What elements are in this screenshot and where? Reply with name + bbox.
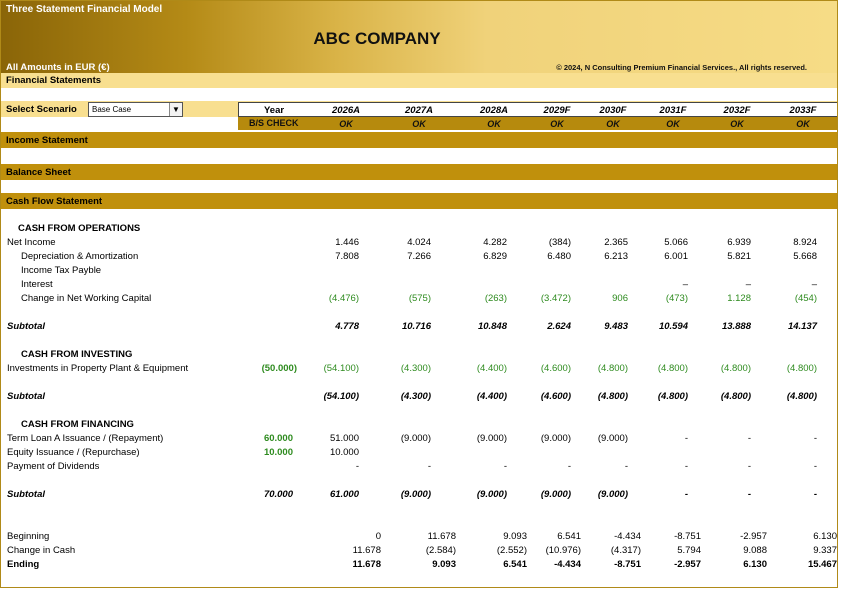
- balance-sheet-header[interactable]: [1, 164, 838, 180]
- financing-row: [1, 447, 838, 461]
- row-label: Investments in Property Plant & Equipment: [7, 363, 189, 374]
- value-cell: -: [427, 461, 431, 472]
- financing-subtotal-row: [1, 489, 838, 503]
- subtotal-value: (4.400): [476, 391, 507, 402]
- value-cell: -: [567, 461, 571, 472]
- value-cell: (575): [408, 293, 431, 304]
- year-header-2033F: 2033F: [789, 105, 817, 116]
- cash-flow-statement-label: Cash Flow Statement: [6, 196, 103, 207]
- value-cell: (384): [548, 237, 571, 248]
- operations-subtotal-row: [1, 321, 838, 335]
- value-cell: -4.434: [554, 559, 581, 570]
- year-label: Year: [264, 105, 285, 116]
- subtotal-value: 10.848: [477, 321, 507, 332]
- value-cell: (4.317): [610, 545, 641, 556]
- select-scenario-label: Select Scenario: [6, 104, 77, 115]
- company-name: ABC COMPANY: [313, 29, 441, 48]
- subtotal-value: (4.800): [786, 391, 817, 402]
- value-cell: –: [811, 279, 817, 290]
- value-cell: 10.000: [329, 447, 359, 458]
- value-cell: -: [813, 461, 817, 472]
- value-cell: 11.678: [352, 545, 381, 556]
- row-label: Depreciation & Amortization: [21, 251, 139, 262]
- income-statement-header[interactable]: [1, 132, 838, 148]
- value-cell: 7.266: [407, 251, 431, 262]
- year-header-2028A: 2028A: [480, 105, 508, 116]
- value-cell: (263): [484, 293, 507, 304]
- subtotal-label: Subtotal: [7, 321, 45, 332]
- value-cell: (4.476): [328, 293, 359, 304]
- subtotal-value: (4.300): [400, 391, 431, 402]
- value-cell: (4.800): [597, 363, 628, 374]
- subtotal-value: 61.000: [329, 489, 359, 500]
- value-cell: 15.467: [807, 559, 837, 570]
- subtotal-value: (9.000): [540, 489, 571, 500]
- financing-row: [1, 433, 838, 447]
- subtotal-value: (54.100): [323, 391, 359, 402]
- cash-beginning-row: [1, 531, 838, 545]
- year-header-2030F: 2030F: [599, 105, 627, 116]
- subtotal-value: (9.000): [476, 489, 507, 500]
- investing-row: [1, 363, 838, 377]
- operations-row: [1, 251, 838, 265]
- income-statement-label: Income Statement: [6, 135, 88, 146]
- value-cell: 6.130: [813, 531, 837, 542]
- value-cell: -2.957: [740, 531, 767, 542]
- row-label: Ending: [7, 559, 40, 570]
- value-cell: -: [503, 461, 507, 472]
- investing-heading: CASH FROM INVESTING: [21, 349, 133, 360]
- operations-row: [1, 293, 838, 307]
- year-header-2031F: 2031F: [659, 105, 687, 116]
- initial-value: 70.000: [263, 489, 293, 500]
- scenario-dropdown[interactable]: [88, 102, 183, 117]
- value-cell: -: [624, 461, 628, 472]
- initial-value: 10.000: [263, 447, 293, 458]
- bs-check-cell: OK: [796, 119, 810, 129]
- row-label: Net Income: [7, 237, 56, 248]
- bs-check-label: B/S CHECK: [249, 118, 299, 128]
- cash-change-row: [1, 545, 838, 559]
- value-cell: (54.100): [323, 363, 359, 374]
- value-cell: 6.130: [743, 559, 767, 570]
- value-cell: 1.446: [335, 237, 359, 248]
- value-cell: (3.472): [540, 293, 571, 304]
- subtotal-value: 4.778: [335, 321, 359, 332]
- value-cell: 1.128: [727, 293, 751, 304]
- value-cell: 6.939: [727, 237, 751, 248]
- value-cell: (2.584): [425, 545, 456, 556]
- value-cell: 5.794: [677, 545, 701, 556]
- value-cell: (454): [794, 293, 817, 304]
- row-label: Payment of Dividends: [7, 461, 100, 472]
- subtotal-value: -: [813, 489, 817, 500]
- value-cell: 5.821: [727, 251, 751, 262]
- year-header-2032F: 2032F: [723, 105, 751, 116]
- value-cell: 9.337: [813, 545, 837, 556]
- row-label: Interest: [21, 279, 53, 290]
- subtotal-value: 13.888: [721, 321, 751, 332]
- subtotal-value: -: [747, 489, 751, 500]
- value-cell: 5.668: [793, 251, 817, 262]
- model-title: Three Statement Financial Model: [6, 4, 163, 15]
- financing-heading-row: [1, 419, 838, 433]
- value-cell: 6.480: [547, 251, 571, 262]
- value-cell: (473): [665, 293, 688, 304]
- subtotal-value: 10.594: [658, 321, 688, 332]
- value-cell: 6.001: [664, 251, 688, 262]
- scenario-value: Base Case: [92, 105, 132, 114]
- value-cell: 906: [612, 293, 628, 304]
- row-label: CASH FROM OPERATIONS: [18, 223, 141, 234]
- investing-subtotal-row: [1, 391, 838, 405]
- value-cell: 6.541: [503, 559, 527, 570]
- value-cell: 6.829: [483, 251, 507, 262]
- cash-flow-statement-header[interactable]: [1, 193, 838, 209]
- financial-statements-header: [1, 73, 838, 88]
- subtotal-value: 2.624: [547, 321, 571, 332]
- value-cell: 4.024: [407, 237, 431, 248]
- value-cell: 6.213: [604, 251, 628, 262]
- row-label: Change in Cash: [7, 545, 76, 556]
- row-label: Term Loan A Issuance / (Repayment): [7, 433, 164, 444]
- operations-row: [1, 279, 838, 293]
- year-header-2029F: 2029F: [543, 105, 571, 116]
- row-label: Change in Net Working Capital: [21, 293, 152, 304]
- value-cell: (4.800): [786, 363, 817, 374]
- value-cell: -: [355, 461, 359, 472]
- balance-sheet-label: Balance Sheet: [6, 167, 71, 178]
- value-cell: -4.434: [614, 531, 641, 542]
- cash-ending-row: [1, 559, 838, 573]
- value-cell: 9.093: [432, 559, 456, 570]
- initial-value: 60.000: [263, 433, 293, 444]
- title-banner: [1, 1, 838, 73]
- bs-check-cell: OK: [730, 119, 744, 129]
- subtotal-value: (4.600): [540, 391, 571, 402]
- value-cell: 2.365: [604, 237, 628, 248]
- value-cell: (4.300): [400, 363, 431, 374]
- subtotal-value: 14.137: [787, 321, 817, 332]
- value-cell: (4.600): [540, 363, 571, 374]
- row-label: Equity Issuance / (Repurchase): [7, 447, 140, 458]
- value-cell: -: [684, 433, 688, 444]
- subtotal-value: 10.716: [401, 321, 431, 332]
- value-cell: (2.552): [496, 545, 527, 556]
- dropdown-arrow-icon[interactable]: ▼: [169, 103, 182, 116]
- value-cell: (9.000): [597, 433, 628, 444]
- value-cell: 0: [375, 531, 381, 542]
- value-cell: (9.000): [476, 433, 507, 444]
- subtotal-value: 9.483: [604, 321, 628, 332]
- value-cell: (9.000): [400, 433, 431, 444]
- subtotal-value: (4.800): [657, 391, 688, 402]
- bs-check-cell: OK: [487, 119, 501, 129]
- bs-check-cell: OK: [412, 119, 426, 129]
- value-cell: (9.000): [540, 433, 571, 444]
- initial-value: (50.000): [261, 363, 297, 374]
- bs-check-cell: OK: [666, 119, 680, 129]
- bs-check-cell: OK: [339, 119, 353, 129]
- value-cell: 9.088: [743, 545, 767, 556]
- investing-heading-row: [1, 349, 838, 363]
- financing-heading: CASH FROM FINANCING: [21, 419, 134, 430]
- subtotal-label: Subtotal: [7, 489, 45, 500]
- value-cell: -: [747, 461, 751, 472]
- year-header-2027A: 2027A: [405, 105, 433, 116]
- value-cell: -2.957: [674, 559, 701, 570]
- operations-row: [1, 265, 838, 279]
- value-cell: 7.808: [335, 251, 359, 262]
- value-cell: –: [682, 279, 688, 290]
- financing-row: [1, 461, 838, 475]
- operations-heading: [1, 223, 838, 237]
- bs-check-cell: OK: [550, 119, 564, 129]
- value-cell: -: [747, 433, 751, 444]
- value-cell: 11.678: [352, 559, 381, 570]
- value-cell: (10.976): [545, 545, 581, 556]
- subtotal-value: (9.000): [400, 489, 431, 500]
- value-cell: (4.400): [476, 363, 507, 374]
- financial-statements-label: Financial Statements: [6, 75, 102, 86]
- value-cell: -8.751: [614, 559, 641, 570]
- bs-check-cell: OK: [606, 119, 620, 129]
- operations-row: [1, 237, 838, 251]
- value-cell: -: [813, 433, 817, 444]
- subtotal-value: (4.800): [720, 391, 751, 402]
- currency-note: All Amounts in EUR (€): [6, 62, 110, 73]
- row-label: Income Tax Payble: [21, 265, 102, 276]
- subtotal-value: -: [684, 489, 688, 500]
- year-header-2026A: 2026A: [332, 105, 360, 116]
- value-cell: 51.000: [329, 433, 359, 444]
- row-label: Beginning: [7, 531, 50, 542]
- copyright-note: © 2024, N Consulting Premium Financial Services., All rights reserved.: [556, 63, 807, 72]
- value-cell: -8.751: [674, 531, 701, 542]
- value-cell: 9.093: [503, 531, 527, 542]
- value-cell: 4.282: [483, 237, 507, 248]
- value-cell: (4.800): [720, 363, 751, 374]
- subtotal-label: Subtotal: [7, 391, 45, 402]
- value-cell: (4.800): [657, 363, 688, 374]
- value-cell: -: [684, 461, 688, 472]
- subtotal-value: (4.800): [597, 391, 628, 402]
- value-cell: 6.541: [557, 531, 581, 542]
- value-cell: 5.066: [664, 237, 688, 248]
- value-cell: 11.678: [427, 531, 456, 542]
- value-cell: 8.924: [793, 237, 817, 248]
- subtotal-value: (9.000): [597, 489, 628, 500]
- value-cell: –: [745, 279, 751, 290]
